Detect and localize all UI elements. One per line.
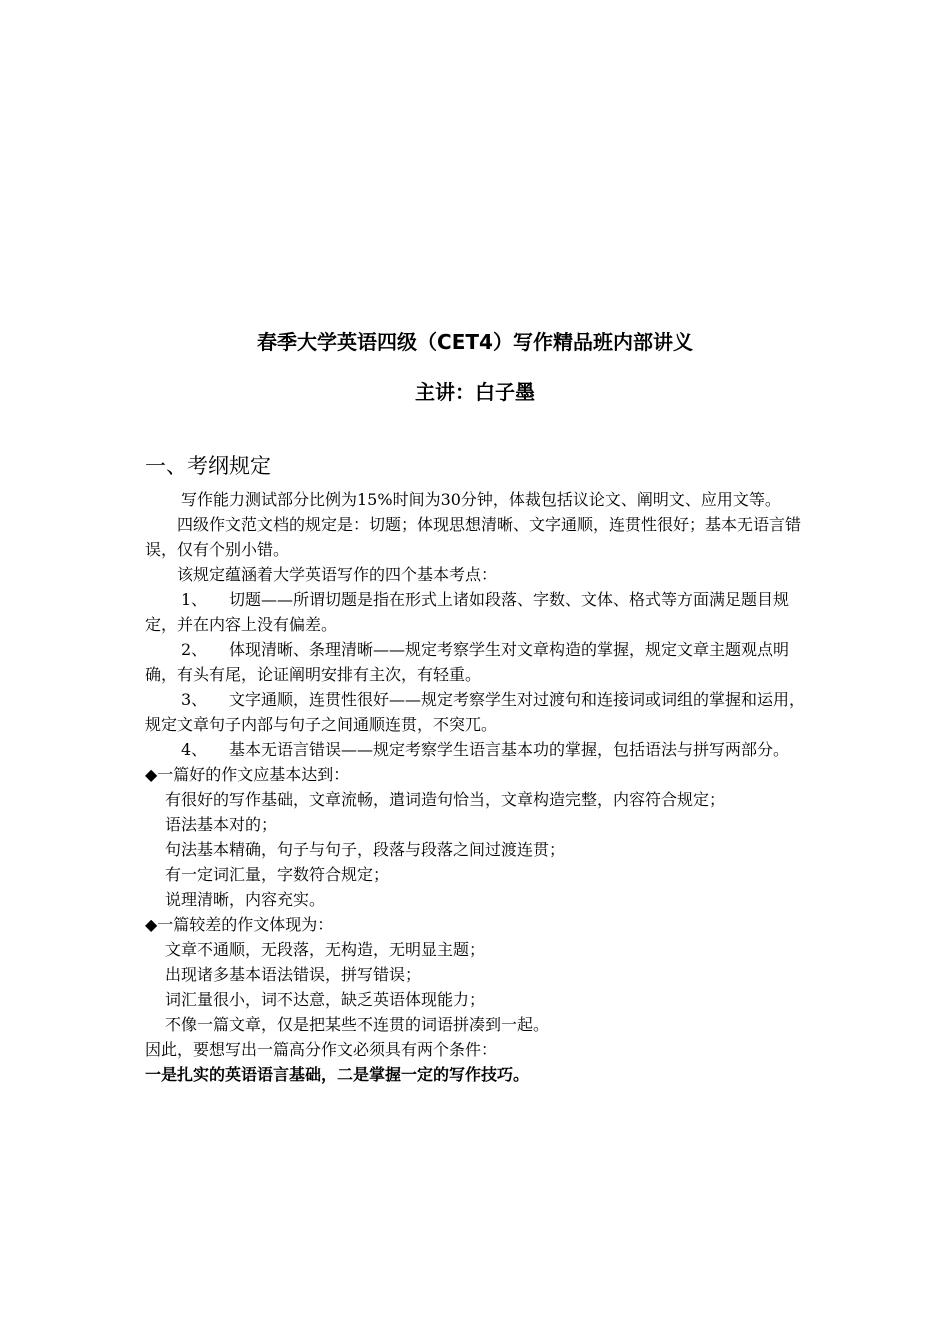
bad-essay-line: 不像一篇文章，仅是把某些不连贯的词语拼凑到一起。 [165, 1015, 550, 1034]
document-subtitle: 主讲：白子墨 [415, 380, 535, 404]
list-item-text: 切题——所谓切题是指在形式上诸如段落、字数、文体、格式等方面满足题目规定，并在内容上没有偏差。 [145, 590, 790, 634]
paragraph-2: 四级作文范文档的规定是：切题；体现思想清晰、文字通顺，连贯性很好；基本无语言错误，仅有个别小错。 [145, 515, 802, 559]
list-item-number: 2、 [181, 640, 208, 659]
conclusion-text: 因此，要想写出一篇高分作文必须具有两个条件： [145, 1040, 498, 1059]
list-item-number: 1、 [181, 590, 208, 609]
good-essay-line: 句法基本精确，句子与句子，段落与段落之间过渡连贯； [165, 840, 566, 859]
document-body [145, 487, 809, 1087]
list-item-number: 3、 [181, 690, 208, 709]
list-item [145, 687, 809, 737]
list-item [145, 737, 809, 762]
document-title: 春季大学英语四级（CET4）写作精品班内部讲义 [257, 330, 693, 354]
bad-essay-heading: ◆一篇较差的作文体现为： [145, 915, 334, 934]
list-item-text: 基本无语言错误——规定考察学生语言基本功的掌握，包括语法与拼写两部分。 [229, 740, 790, 759]
paragraph-3: 该规定蕴涵着大学英语写作的四个基本考点： [177, 565, 498, 584]
list-item-text: 体现清晰、条理清晰——规定考察学生对文章构造的掌握，规定文章主题观点明确，有头有尾，论证阐明安排有主次，有轻重。 [145, 640, 790, 684]
paragraph-1: 写作能力测试部分比例为15%时间为30分钟，体裁包括议论文、阐明文、应用文等。 [181, 490, 781, 509]
list-item [145, 637, 809, 687]
bad-essay-line: 文章不通顺，无段落，无构造，无明显主题； [165, 940, 486, 959]
list-item-number: 4、 [181, 740, 208, 759]
good-essay-line: 有一定词汇量，字数符合规定； [165, 865, 390, 884]
good-essay-line: 有很好的写作基础，文章流畅，遣词造句恰当，文章构造完整，内容符合规定； [165, 790, 726, 809]
section-heading: 一、考纲规定 [145, 454, 271, 478]
list-item [145, 587, 809, 637]
good-essay-line: 说理清晰，内容充实。 [165, 890, 326, 909]
list-item-text: 文字通顺，连贯性很好——规定考察学生对过渡句和连接词或词组的掌握和运用，规定文章句子内部与句子之间通顺连贯，不突兀。 [145, 690, 806, 734]
bad-essay-line: 词汇量很小，词不达意，缺乏英语体现能力； [165, 990, 486, 1009]
good-essay-line: 语法基本对的； [165, 815, 278, 834]
good-essay-heading: ◆一篇好的作文应基本达到： [145, 765, 350, 784]
conclusion-bold-text: 一是扎实的英语语言基础，二是掌握一定的写作技巧。 [145, 1065, 530, 1084]
bad-essay-line: 出现诸多基本语法错误，拼写错误； [165, 965, 422, 984]
